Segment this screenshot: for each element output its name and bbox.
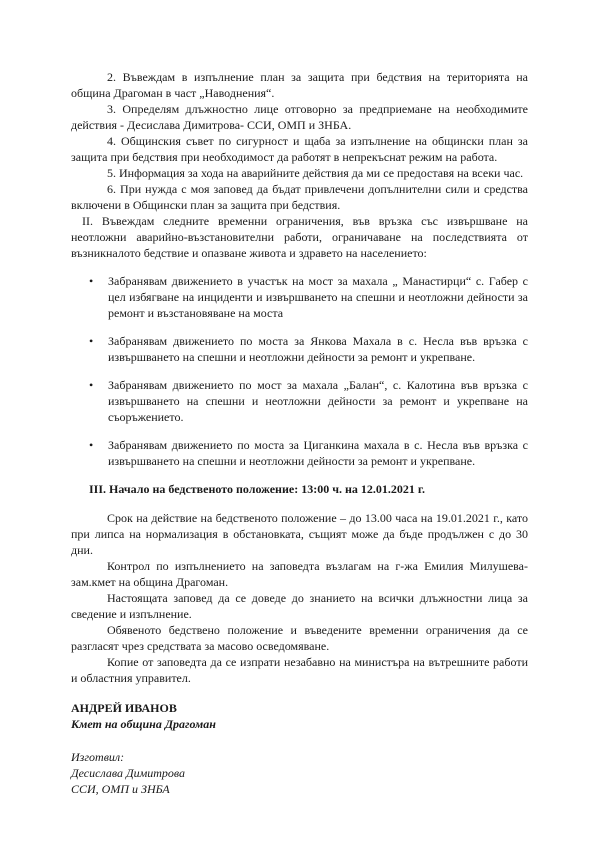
notification-paragraph: Настоящата заповед да се доведе до знанието на всички длъжностни лица за сведение и изпълнение.: [71, 591, 528, 621]
prepared-by-label: Изготвил:: [71, 750, 125, 764]
restriction-text: Забранявам движението по мост за махала „Балан“, с. Калотина във връзка с извършването на спешни и неотложни дейности за ремонт и укрепване на съоръжението.: [108, 378, 528, 424]
bullet-icon: •: [89, 378, 94, 392]
prepared-by-block: [71, 749, 528, 797]
paragraph-item-3: 3. Определям длъжностно лице отговорно за предприемане на необходимите действия - Десислава Димитрова- ССИ, ОМП и ЗНБА.: [71, 102, 528, 132]
bullet-icon: •: [89, 274, 94, 288]
prepared-by-name: Десислава Димитрова: [71, 766, 186, 780]
restriction-text: Забранявам движението по моста за Циганкина махала в с. Несла във връзка с извършването на спешни и неотложни дейности за ремонт и укрепване.: [108, 438, 528, 468]
control-paragraph: Контрол по изпълнението на заповедта възлагам на г-жа Емилия Милушева-зам.кмет на община Драгоман.: [71, 559, 528, 589]
restriction-text: Забранявам движението по моста за Янкова Махала в с. Несла във връзка с извършването на спешни и неотложни дейности за ремонт и укрепване.: [108, 334, 528, 364]
bullet-icon: •: [89, 334, 94, 348]
document-page: [71, 69, 528, 797]
paragraph-item-6: 6. При нужда с моя заповед да бъдат привлечени допълнителни сили и средства включени в Общински план за защита при бедствия.: [71, 182, 528, 212]
bullet-icon: •: [89, 438, 94, 452]
media-paragraph: Обявеното бедствено положение и въведените временни ограничения да се разгласят чрез средствата за масово осведомяване.: [71, 623, 528, 653]
signatory-title: Кмет на община Драгоман: [71, 717, 216, 731]
copy-paragraph: Копие от заповедта да се изпрати незабавно на министъра на вътрешните работи и областния управител.: [71, 655, 528, 685]
restriction-item: [71, 273, 528, 321]
paragraph-item-2: 2. Въвеждам в изпълнение план за защита при бедствия на територията на община Драгоман в част „Наводнения“.: [71, 70, 528, 100]
restriction-item: [71, 333, 528, 365]
restriction-item: [71, 437, 528, 469]
prepared-by-role: ССИ, ОМП и ЗНБА: [71, 782, 170, 796]
paragraph-item-4: 4. Общинския съвет по сигурност и щаба за изпълнение на общински план за защита при бедствия при необходимост да работят в непрекъснат режим на работа.: [71, 134, 528, 164]
signatory-name: АНДРЕЙ ИВАНОВ: [71, 701, 177, 715]
restriction-item: [71, 377, 528, 425]
validity-paragraph: Срок на действие на бедственото положение – до 13.00 часа на 19.01.2021 г., като при липса на нормализация в обстановката, същият може да бъде продължен с до 30 дни.: [71, 511, 528, 557]
restrictions-list: [71, 273, 528, 469]
section-3-heading: III. Начало на бедственото положение: 13:00 ч. на 12.01.2021 г.: [89, 482, 425, 496]
section-2-heading: II. Въвеждам следните временни ограничения, във връзка със извършване на неотложни аварийно-възстановителни работи, ограничаване на последствията от възникналото бедствие и опазване живота и здравето на населението:: [71, 214, 528, 260]
paragraph-item-5: 5. Информация за хода на аварийните действия да ми се предоставя на всеки час.: [107, 166, 524, 180]
restriction-text: Забранявам движението в участък на мост за махала „ Манастирци“ с. Габер с цел избягване на инциденти и извършването на спешни и неотложни дейности за ремонт и възстановяване на моста: [108, 274, 528, 320]
